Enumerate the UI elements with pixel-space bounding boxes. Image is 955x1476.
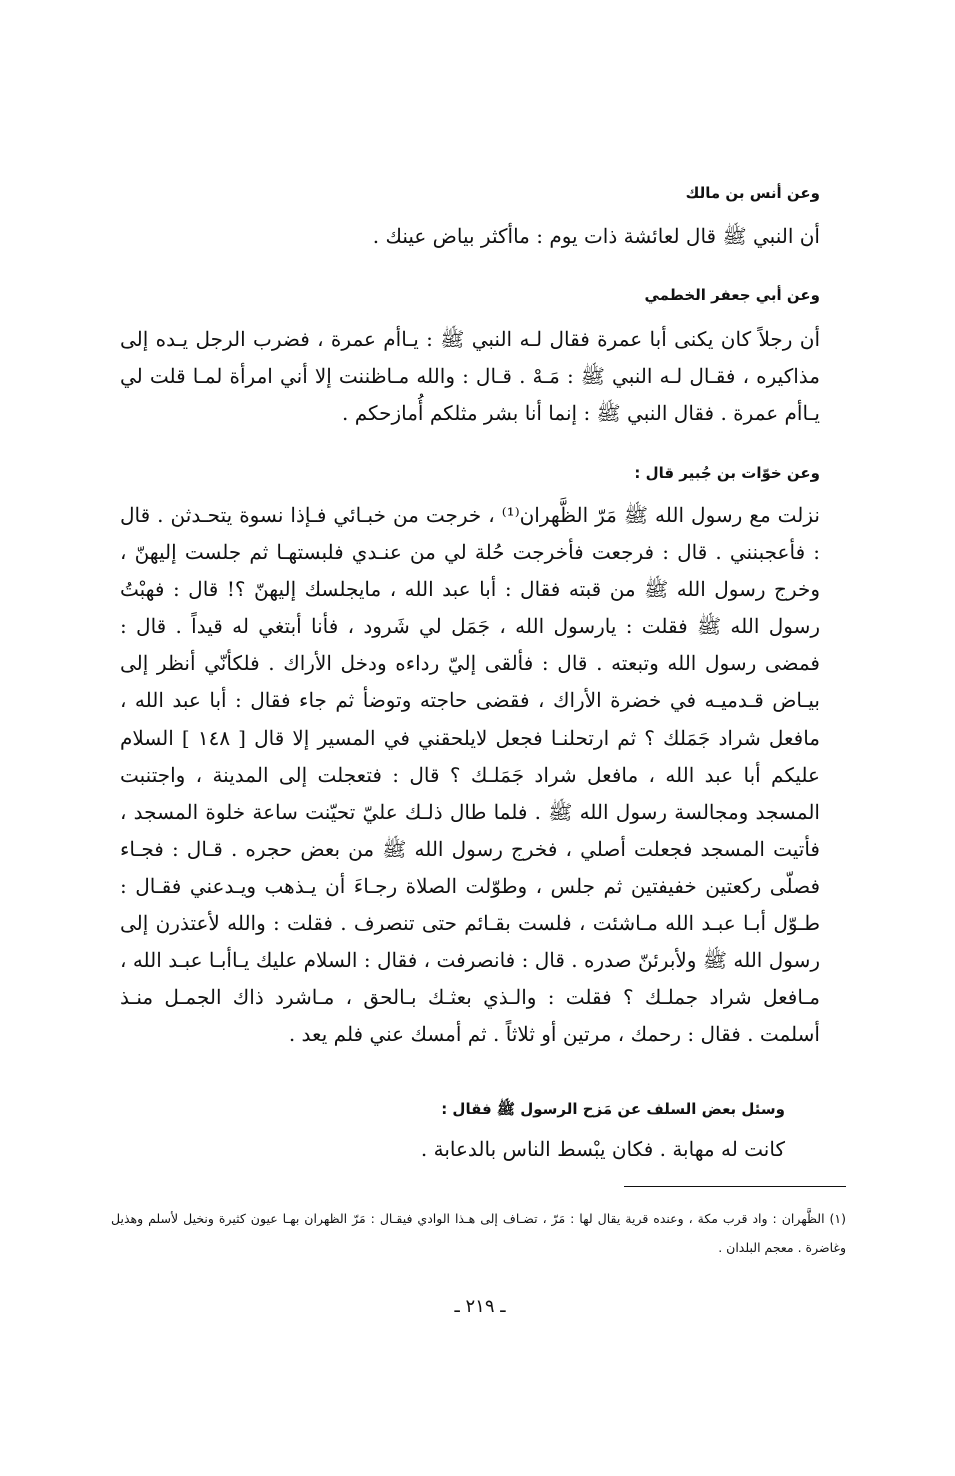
page-number: ـ ٢١٩ ـ: [454, 1296, 506, 1317]
section-paragraph: نزلت مع رسول الله ﷺ مَرّ الظَّهران⁽¹⁾ ، خرجت من خبـائي فـإذا نسوة يتحـدثن . قال : فأعجبنني . قال : فرجعت فأخرجت حُلة لي من عنـدي فلبستهـا ثم جلست إليهنّ ، وخرج رسول الله ﷺ من قبته فقال : أبا عبد الله ، مايجلسك إليهنّ ؟! قال : فهبْتُ رسول الله ﷺ فقلت : يارسول الله ، جَمَل لي شَرود ، فأنا أبتغي له قيداً . قال : فمضى رسول الله وتبعته . قال : فألقى إليّ رداءه ودخل الأراك . فلكأنّي أنظر إلى بيـاض قـدميـه في خضرة الأراك ، فقضى حاجته وتوضأ ثم جاء فقال : أبا عبد الله ، مافعل شراد جَمَلك ؟ ثم ارتحلنـا فجعل لايلحقني في المسير إلا قال [ ١٤٨ ] السلام عليكم أبا عبد الله ، مافعل شراد جَمَلـك ؟ قال : فتعجلت إلى المدينة ، واجتنبت المسجد ومجالسة رسول الله ﷺ . فلما طال ذلـك عليّ تحيّنت ساعة خلوة المسجد ، فأتيت المسجد فجعلت أصلي ، فخرج رسول الله ﷺ من بعض حجره . قـال : فجـاء فصلّى ركعتين خفيفتين ثم جلس ، وطوّلت الصلاة رجـاءَ أن يـذهب ويـدعني فقـال : طـوّل أبـا عبـد الله مـاشئت ، فلست بقـائم حتى تنصرف . فقلت : والله لأعتذرن إلى رسول الله ﷺ ولأبرئنّ صدره . قال : فانصرفت ، فقال : السلام عليك يـاأبـا عبـد الله ، مـافعل شراد جملـك ؟ فقلت : والـذي بعثـك بـالحق ، مـاشرد ذاك الجمـل منـذ أسلمت . فقال : رحمك ، مرتين أو ثلاثاً . ثم أمسك عني فلم يعد .: [120, 503, 820, 1047]
section-paragraph: كانت له مهابة . فكان يبْسط الناس بالدعابة .: [420, 1137, 785, 1161]
section-heading: وعن أنس بن مالك: [685, 184, 820, 202]
footnote: (١) الظَّهران : واد قرب مكة ، وعنده قرية يقال لها : مَرّ ، تضـاف إلى هـذا الوادي فيقـال : مَرّ الظهران بهـا عيون كثيرة ونخيل لأسلم وهذيل وغاضرة . معجم البلدان .: [111, 1211, 846, 1255]
section-heading: وعن أبي جعفر الخطمي: [644, 286, 820, 304]
section-paragraph: أن رجلاً كان يكنى أبا عمرة فقال لـه النبي ﷺ : يـاأم عمرة ، فضرب الرجل يـده إلى مذاكيره ، فقـال لـه النبي ﷺ : مَـهْ . قـال : والله مـاظننت إلا أني امرأة لمـا قلت لي يـاأم عمرة . فقال النبي ﷺ : إنما أنا بشر مثلكم أُمازحكم .: [120, 327, 820, 426]
section-paragraph: أن النبي ﷺ قال لعائشة ذات يوم : ماأكثر بياض عينك .: [372, 224, 820, 248]
section-heading: وعن خوّات بن جُبير قال :: [634, 464, 820, 482]
footnote-divider: [624, 1186, 846, 1187]
section-heading: وسئل بعض السلف عن مَزح الرسول ﷺ فقال :: [441, 1100, 785, 1118]
